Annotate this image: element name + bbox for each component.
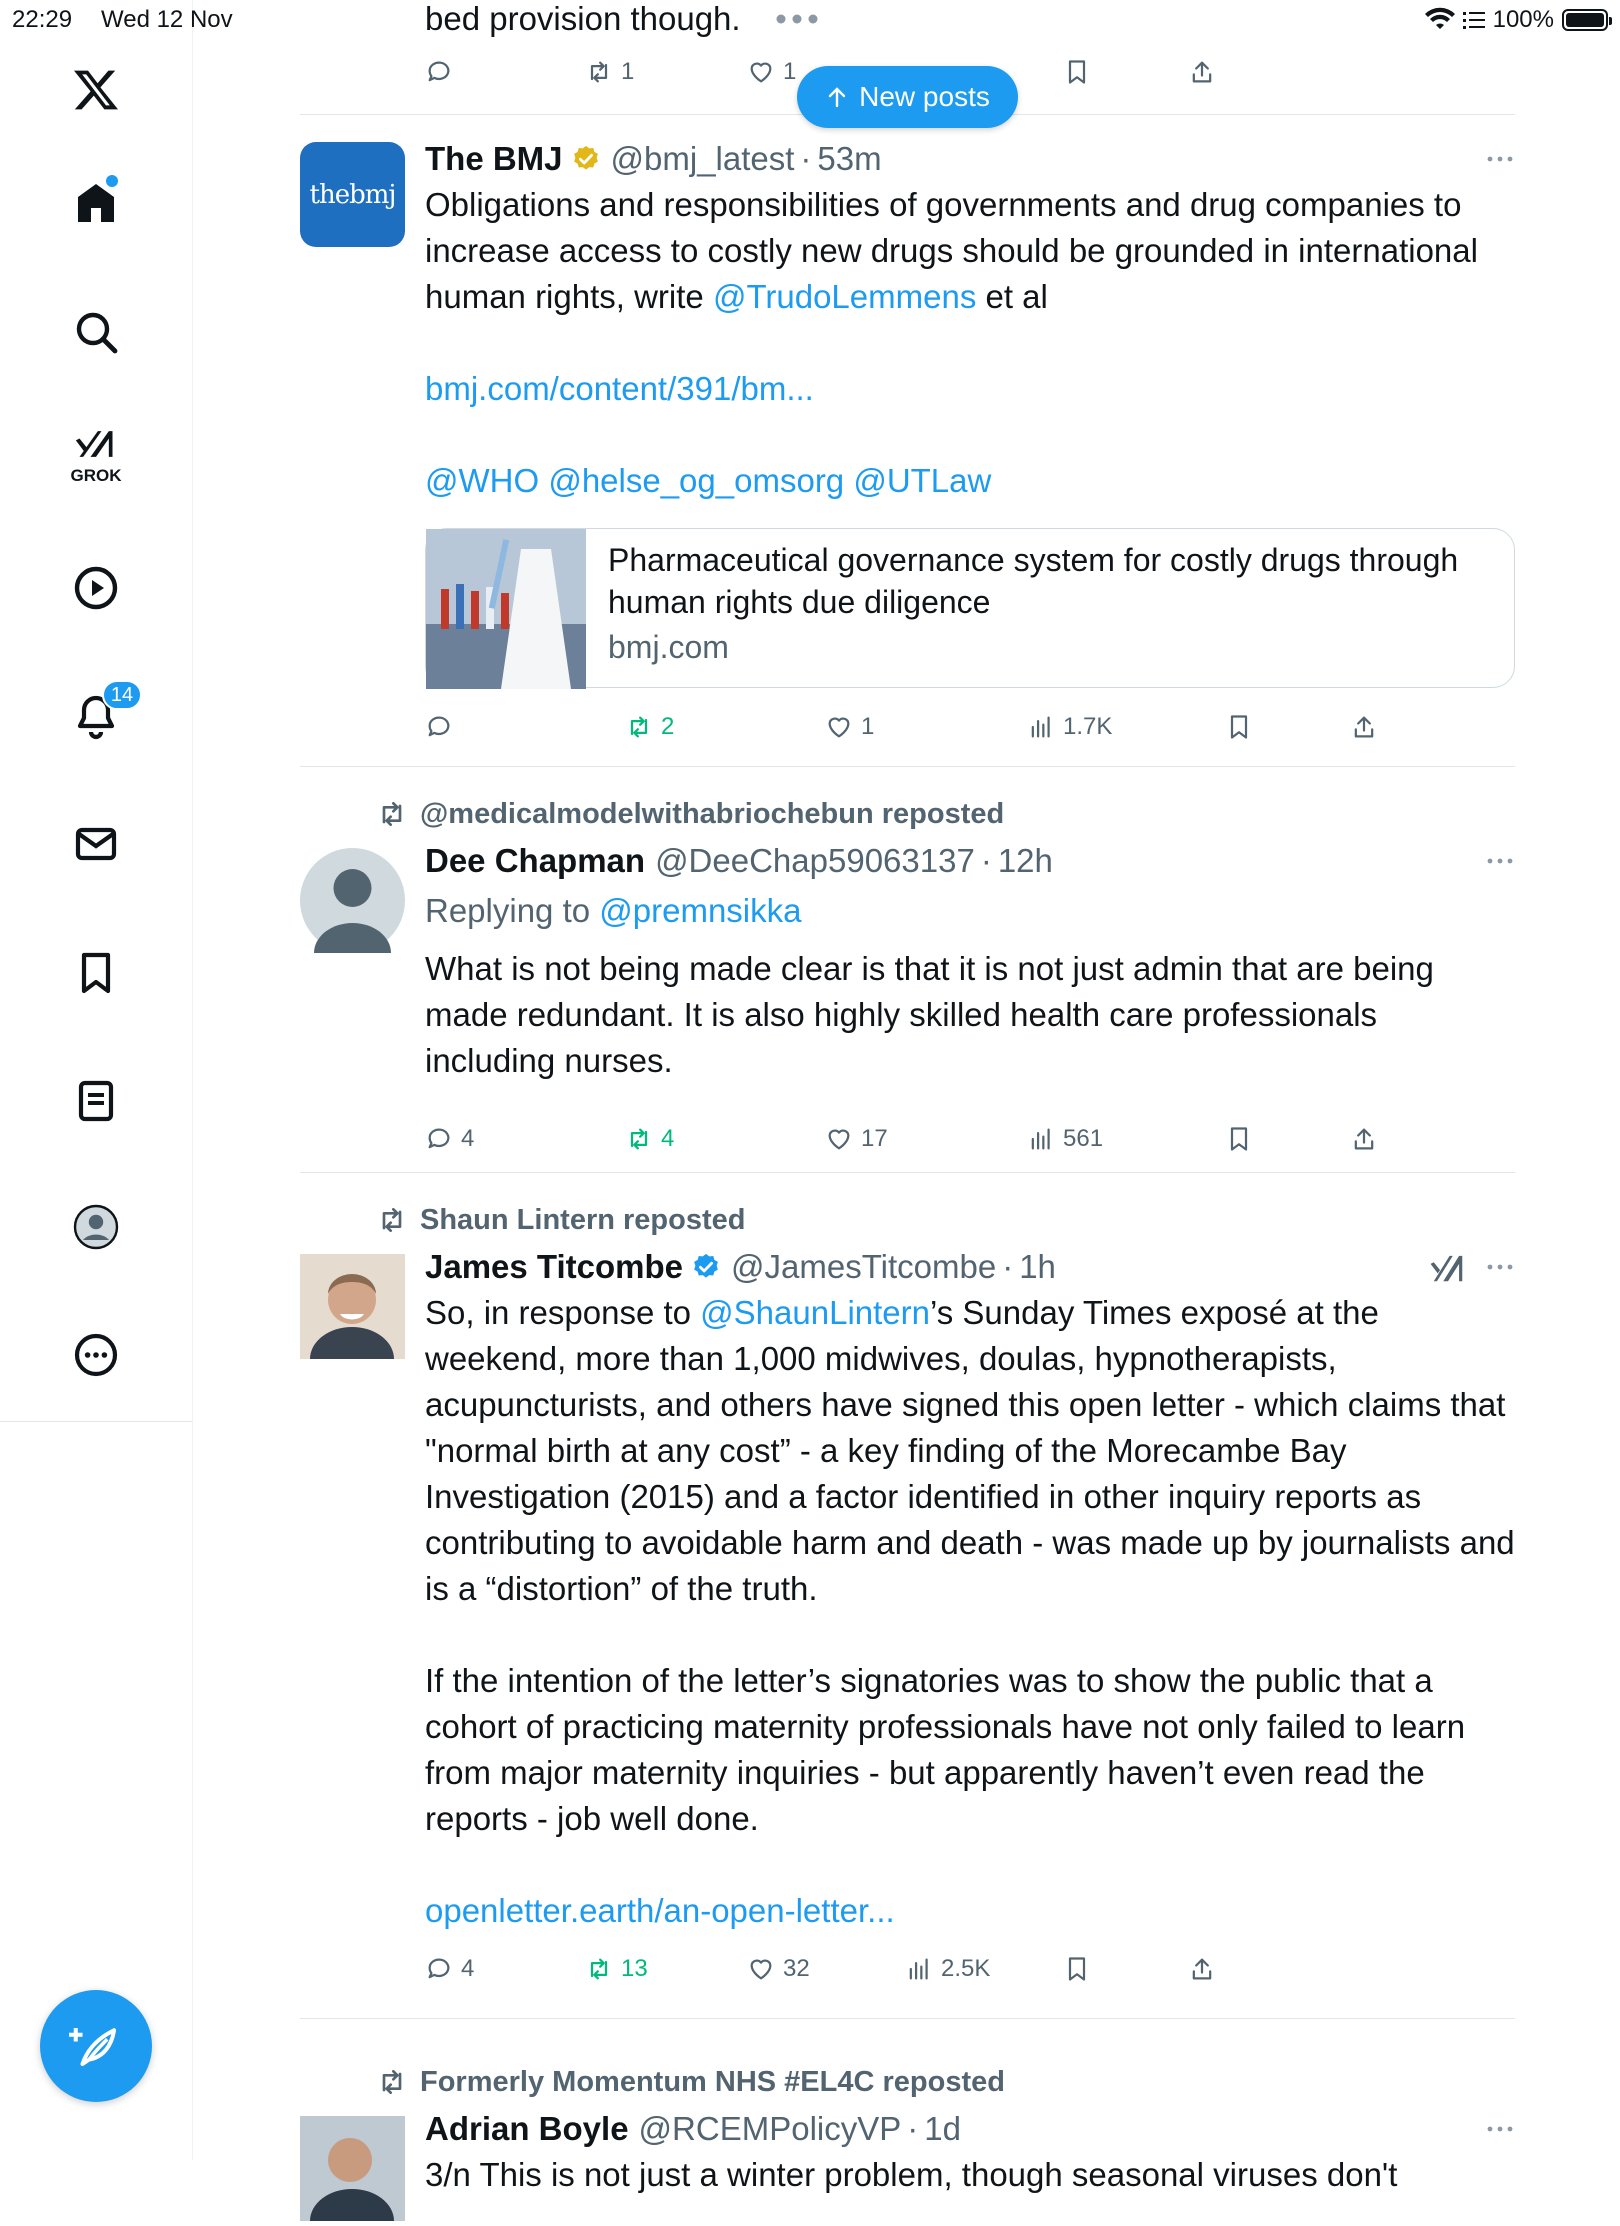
tweet-text	[425, 1290, 1515, 1934]
repost-icon	[376, 2066, 408, 2098]
author-name[interactable]: The BMJ	[425, 140, 563, 177]
tweet-text-paragraph-2: If the intention of the letter’s signatories was to show the public that a cohort of practicing maternity professionals have not only failed to learn from major maternity inquiries - but apparently haven’t even read the reports - job well done.	[425, 1662, 1466, 1837]
share-icon	[1188, 1955, 1216, 1983]
bookmark-icon	[1225, 1125, 1253, 1153]
tweet-james-titcombe[interactable]	[300, 1172, 1515, 2018]
repost-button[interactable]	[625, 707, 674, 747]
bookmark-button[interactable]	[1063, 52, 1091, 92]
like-icon	[825, 713, 853, 741]
battery-percent: 100%	[1492, 6, 1554, 33]
repost-icon	[376, 798, 408, 830]
repost-count: 4	[661, 1125, 675, 1152]
reply-icon	[425, 58, 453, 86]
share-button[interactable]	[1188, 52, 1216, 92]
grok-icon[interactable]	[1429, 1248, 1467, 1286]
like-button[interactable]	[825, 707, 874, 747]
bell-icon[interactable]	[66, 683, 134, 746]
reply-count: 4	[461, 1125, 475, 1152]
separator-dot: ·	[800, 140, 812, 177]
author-handle[interactable]: @JamesTitcombe	[731, 1248, 997, 1285]
status-time: 22:29	[12, 6, 73, 33]
author-handle[interactable]: @RCEMPolicyVP	[638, 2110, 902, 2147]
tweet-header	[425, 1246, 1515, 1288]
author-name[interactable]: Dee Chapman	[425, 842, 646, 879]
like-button[interactable]	[747, 1949, 810, 1989]
repost-count: 1	[621, 58, 635, 85]
reposted-by	[376, 2062, 1005, 2102]
reply-icon	[425, 1125, 453, 1153]
tweet-text-part: Obligations and responsibilities of governments and drug companies to increase access to costly new drugs should be grounded in international human rights, write	[425, 186, 1478, 315]
share-icon	[1350, 1125, 1378, 1153]
card-domain: bmj.com	[608, 629, 729, 665]
grok-label: GROK	[70, 466, 122, 485]
default-avatar-icon	[300, 848, 405, 953]
tweet-text-part: So, in response to	[425, 1294, 701, 1331]
bookmark-button[interactable]	[1063, 1949, 1091, 1989]
author-handle[interactable]: @bmj_latest	[610, 140, 795, 177]
share-button[interactable]	[1350, 1119, 1378, 1159]
more-dots-icon[interactable]	[1485, 144, 1515, 174]
tweet-body	[425, 138, 1515, 504]
reply-button[interactable]	[425, 1119, 474, 1159]
replying-to	[425, 888, 1515, 934]
tweet-time[interactable]: 1d	[924, 2110, 961, 2147]
share-button[interactable]	[1188, 1949, 1216, 1989]
views-icon	[905, 1955, 933, 1983]
separator-dot: ·	[1002, 1248, 1014, 1285]
avatar[interactable]	[300, 1254, 405, 1359]
bookmark-icon	[1225, 713, 1253, 741]
more-dots-icon[interactable]	[1485, 1252, 1515, 1282]
reply-button[interactable]	[425, 52, 453, 92]
x-logo-icon[interactable]	[66, 60, 126, 120]
tweet-header	[425, 2108, 1515, 2150]
like-count: 32	[783, 1955, 810, 1982]
avatar[interactable]	[300, 848, 405, 953]
reply-button[interactable]	[425, 1949, 474, 1989]
like-count: 1	[783, 58, 797, 85]
bookmark-icon	[1063, 58, 1091, 86]
wifi-icon	[1425, 8, 1455, 32]
person-photo-icon	[300, 2116, 405, 2221]
bookmark-icon[interactable]	[66, 943, 126, 1003]
sidebar-divider	[192, 1422, 193, 2160]
tweet-body	[425, 2108, 1515, 2198]
avatar[interactable]	[300, 2116, 405, 2221]
tweet-time[interactable]: 1h	[1019, 1248, 1056, 1285]
more-circle-icon[interactable]	[66, 1325, 126, 1385]
sidebar	[0, 0, 193, 1422]
status-right	[1425, 6, 1608, 34]
more-dots-icon[interactable]	[1485, 846, 1515, 876]
mention-link[interactable]: @ShaunLintern	[700, 1294, 930, 1331]
author-handle[interactable]: @DeeChap59063137	[655, 842, 975, 879]
reply-icon	[425, 713, 453, 741]
search-icon[interactable]	[66, 302, 126, 362]
separator-dot: ·	[980, 842, 992, 879]
repost-icon	[625, 713, 653, 741]
mail-icon[interactable]	[66, 814, 126, 874]
tweet-body	[425, 840, 1515, 1084]
home-icon[interactable]	[66, 173, 126, 233]
reply-count: 4	[461, 1955, 475, 1982]
like-icon	[747, 58, 775, 86]
card-image	[426, 529, 586, 689]
status-date: Wed 12 Nov	[101, 6, 233, 33]
tweet-time[interactable]: 53m	[817, 140, 882, 177]
views-count: 1.7K	[1063, 713, 1113, 740]
tweet-body	[425, 1246, 1515, 1934]
repost-count: 13	[621, 1955, 648, 1982]
arrow-up-icon	[825, 85, 849, 109]
views-button[interactable]	[905, 1949, 990, 1989]
status-bar	[0, 0, 1620, 40]
tweet-header	[425, 840, 1515, 882]
views-count: 2.5K	[941, 1955, 991, 1982]
tweet-actions	[425, 1949, 1425, 1989]
bookmark-icon	[1063, 1955, 1091, 1983]
share-button[interactable]	[1350, 707, 1378, 747]
tweet-dee-chapman[interactable]	[300, 766, 1515, 1172]
tweet-actions	[425, 1119, 1425, 1159]
tweet-text: What is not being made clear is that it is not just admin that are being made redundant. It is also highly skilled health care professionals including nurses.	[425, 950, 1434, 1079]
reposted-by	[376, 1200, 745, 1240]
new-posts-label: New posts	[859, 81, 990, 112]
repost-icon	[585, 1955, 613, 1983]
card-title: Pharmaceutical governance system for costly drugs through human rights due diligence	[608, 542, 1459, 620]
views-icon	[1027, 713, 1055, 741]
repost-button[interactable]	[585, 1949, 648, 1989]
profile-icon[interactable]	[66, 1197, 126, 1257]
repost-button[interactable]	[585, 52, 634, 92]
tweet-header	[425, 138, 1515, 180]
repost-icon	[376, 1204, 408, 1236]
reposted-by-label[interactable]: Formerly Momentum NHS #EL4C reposted	[420, 2065, 1005, 2098]
repost-count: 2	[661, 713, 675, 740]
url-link[interactable]: openletter.earth/an-open-letter...	[425, 1892, 895, 1929]
list-icon[interactable]	[66, 1071, 126, 1131]
verified-gold-icon	[571, 144, 601, 174]
reply-button[interactable]	[425, 707, 453, 747]
repost-icon	[625, 1125, 653, 1153]
separator-dot: ·	[907, 2110, 919, 2147]
lab-image-icon	[426, 529, 586, 689]
views-button[interactable]	[1027, 707, 1112, 747]
replying-prefix: Replying to	[425, 892, 600, 929]
reposted-by-label[interactable]: @medicalmodelwithabriochebun reposted	[420, 797, 1005, 830]
views-button[interactable]	[1027, 1119, 1103, 1159]
link-card[interactable]	[425, 528, 1515, 688]
tweet-bmj[interactable]	[300, 114, 1515, 766]
replying-to-link[interactable]: @premnsikka	[599, 892, 802, 929]
partial-tweet-text: bed provision though.	[425, 0, 741, 37]
like-button[interactable]	[825, 1119, 888, 1159]
reposted-by-label[interactable]: Shaun Lintern reposted	[420, 1203, 746, 1236]
tweet-text-part: et al	[976, 278, 1048, 315]
like-button[interactable]	[747, 52, 796, 92]
bookmark-button[interactable]	[1225, 707, 1253, 747]
person-photo-icon	[300, 1254, 405, 1359]
home-unread-dot	[106, 175, 118, 187]
like-count: 1	[861, 713, 875, 740]
video-icon[interactable]	[66, 558, 126, 618]
like-icon	[825, 1125, 853, 1153]
battery-icon	[1562, 9, 1608, 31]
tweet-time[interactable]: 12h	[997, 842, 1053, 879]
url-link[interactable]: bmj.com/content/391/bm...	[425, 370, 814, 407]
reposted-by	[376, 794, 1004, 834]
author-name[interactable]: Adrian Boyle	[425, 2110, 629, 2147]
tweet-adrian-boyle[interactable]	[300, 2018, 1515, 2193]
share-icon	[1188, 58, 1216, 86]
new-posts-button[interactable]	[797, 66, 1018, 128]
mention-link[interactable]: @TrudoLemmens	[712, 278, 977, 315]
repost-icon	[585, 58, 613, 86]
tweet-text	[425, 182, 1515, 504]
author-name[interactable]: James Titcombe	[425, 1248, 684, 1285]
views-icon	[1027, 1125, 1055, 1153]
notifications-badge: 14	[102, 680, 142, 710]
verified-blue-icon	[691, 1252, 721, 1282]
bmj-logo-text: thebmj	[309, 179, 396, 210]
more-dots-icon[interactable]	[1485, 2114, 1515, 2144]
share-icon	[1350, 713, 1378, 741]
grok-icon[interactable]	[66, 422, 126, 485]
tweet-actions	[425, 707, 1425, 747]
views-count: 561	[1063, 1125, 1104, 1152]
bookmark-button[interactable]	[1225, 1119, 1253, 1159]
tweet-text: 3/n This is not just a winter problem, though seasonal viruses don't	[425, 2156, 1398, 2193]
mentions-line[interactable]: @WHO @helse_og_omsorg @UTLaw	[425, 462, 992, 499]
reply-icon	[425, 1955, 453, 1983]
avatar[interactable]	[300, 142, 405, 247]
list-status-icon	[1463, 10, 1485, 30]
repost-button[interactable]	[625, 1119, 674, 1159]
tweet-text-part: ’s Sunday Times exposé at the weekend, more than 1,000 midwives, doulas, hypnotherapists, acupuncturists, and others have signed this open letter - which claims that "normal birth at any cost” - a key finding of the Morecambe Bay Investigation (2015) and a factor identified in other inquiry reports as contributing to avoidable harm and death - was made up by journalists and is a “distortion” of the truth.	[425, 1294, 1515, 1607]
compose-button[interactable]	[40, 1990, 152, 2102]
like-count: 17	[861, 1125, 888, 1152]
like-icon	[747, 1955, 775, 1983]
compose-icon	[69, 2019, 123, 2073]
